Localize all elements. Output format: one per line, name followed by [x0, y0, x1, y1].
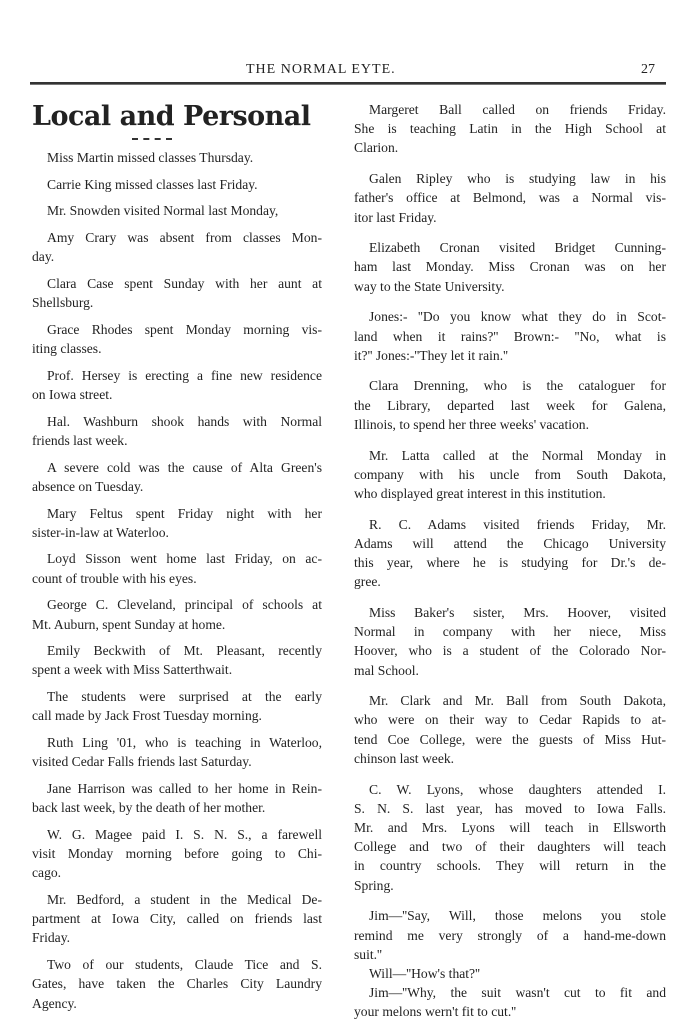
news-item [32, 412, 322, 450]
text-line: C. W. Lyons, whose daughters attended I. [369, 781, 666, 797]
news-item [32, 549, 322, 587]
news-item [354, 983, 666, 1021]
text-line: Elizabeth Cronan visited Bridget Cunning- [369, 240, 666, 256]
text-line: Jane Harrison was called to her home in Rein- [47, 780, 322, 796]
text-line: suit.'' [354, 946, 382, 962]
text-line: Illinois, to spend her three weeks' vacation. [354, 416, 589, 432]
text-line: Mr. Latta called at the Normal Monday in [369, 447, 666, 463]
news-item [354, 515, 666, 592]
news-item [354, 169, 666, 227]
news-item [32, 201, 322, 220]
text-line: Mr. Clark and Mr. Ball from South Dakota, [369, 693, 666, 709]
text-line: company with his uncle from South Dakota, [354, 466, 666, 482]
text-line: Amy Crary was absent from classes Mon- [47, 230, 322, 246]
text-line: Clarion. [354, 140, 399, 156]
text-line: call made by Jack Frost Tuesday morning. [32, 708, 262, 724]
text-line: ham last Monday. Miss Cronan was on her [354, 259, 666, 275]
text-line: Friday. [32, 930, 71, 946]
news-item [354, 376, 666, 434]
text-line: Hoover, who is a student of the Colorado Nor- [354, 643, 666, 659]
text-line: Gates, have taken the Charles City Laundry [32, 976, 322, 992]
text-line: Mr. Bedford, a student in the Medical De- [47, 892, 322, 907]
news-item [32, 825, 322, 883]
text-line: She is teaching Latin in the High School at [354, 121, 666, 137]
text-line: Agency. [32, 995, 77, 1011]
paper-title: THE NORMAL EYTE. [246, 62, 396, 77]
running-head [0, 62, 677, 82]
text-line: College and two of their daughters will teach [354, 839, 666, 855]
text-line: cago. [32, 865, 62, 881]
text-line: Jim—''Why, the suit wasn't cut to fit and [369, 985, 666, 1001]
text-line: Normal in company with her niece, Miss [354, 624, 666, 640]
text-line: remind me very strongly of a hand-me-down [354, 927, 666, 943]
text-line: Carrie King missed classes last Friday. [47, 176, 258, 192]
text-line: day. [32, 249, 55, 265]
text-line: sister-in-law at Waterloo. [32, 524, 169, 540]
text-line: itor last Friday. [354, 209, 437, 225]
text-line: this year, where he is studying for Dr.'s de- [354, 555, 666, 571]
text-line: who were on their way to Cedar Rapids to at- [354, 712, 666, 728]
text-line: the Library, departed last week for Galena, [354, 397, 666, 413]
news-item [354, 603, 666, 680]
text-line: iting classes. [32, 341, 102, 357]
news-item [32, 733, 322, 771]
text-line: friends last week. [32, 432, 128, 448]
text-line: Will—''How's that?'' [369, 965, 480, 981]
text-line: Clara Case spent Sunday with her aunt at [47, 276, 322, 292]
text-line: Shellsburg. [32, 295, 94, 311]
text-line: Clara Drenning, who is the cataloguer for [369, 378, 666, 394]
text-line: A severe cold was the cause of Alta Green's [47, 459, 322, 475]
news-item [32, 890, 322, 948]
text-line: visit Monday morning before going to Chi- [32, 846, 322, 862]
text-line: Spring. [354, 877, 394, 893]
text-line: Mt. Auburn, spent Sunday at home. [32, 616, 226, 632]
news-item [32, 458, 322, 496]
news-item [354, 446, 666, 504]
news-item [32, 595, 322, 633]
news-item [32, 366, 322, 404]
title-ornament [132, 138, 172, 140]
text-line: Mr. Snowden visited Normal last Monday, [47, 203, 279, 219]
text-line: on Iowa street. [32, 387, 113, 403]
news-item [32, 641, 322, 679]
text-line: tend Coe College, were the guests of Miss Hut- [354, 731, 666, 747]
text-line: Prof. Hersey is erecting a fine new residence [47, 367, 322, 383]
text-line: Two of our students, Claude Tice and S. [47, 957, 322, 973]
text-line: in country schools. They will return in the [354, 858, 666, 874]
text-line: R. C. Adams visited friends Friday, Mr. [369, 516, 666, 532]
left-column [32, 100, 322, 1020]
news-item [354, 780, 666, 895]
text-line: it?'' Jones:-''They let it rain.'' [354, 347, 508, 363]
text-line: father's office at Belmond, was a Normal vis- [354, 190, 666, 206]
text-line: Galen Ripley who is studying law in his [369, 171, 666, 187]
text-line: Margeret Ball called on friends Friday. [369, 102, 666, 117]
text-line: gree. [354, 574, 381, 590]
news-item [32, 175, 322, 194]
text-line: absence on Tuesday. [32, 478, 144, 494]
news-item [32, 504, 322, 542]
text-line: S. N. S. last year, has moved to Iowa Falls. [354, 800, 666, 816]
right-column-body [354, 100, 666, 1022]
text-line: Miss Baker's sister, Mrs. Hoover, visited [369, 604, 666, 620]
text-line: back last week, by the death of her mother. [32, 800, 266, 816]
news-item [354, 964, 666, 983]
text-line: Emily Beckwith of Mt. Pleasant, recently [47, 643, 322, 659]
news-item [354, 307, 666, 365]
header-rule [30, 82, 666, 85]
news-item [354, 238, 666, 296]
text-line: W. G. Magee paid I. S. N. S., a farewell [47, 826, 322, 842]
text-line: count of trouble with his eyes. [32, 570, 197, 586]
news-item [32, 320, 322, 358]
text-line: Loyd Sisson went home last Friday, on ac- [47, 551, 322, 567]
text-line: Jim—''Say, Will, those melons you stole [369, 908, 666, 924]
text-line: partment at Iowa City, called on friends last [32, 911, 322, 927]
text-line: Grace Rhodes spent Monday morning vis- [47, 321, 322, 337]
news-item [354, 906, 666, 964]
text-line: The students were surprised at the early [47, 689, 322, 705]
text-line: spent a week with Miss Satterthwait. [32, 662, 233, 678]
text-line: way to the State University. [354, 278, 505, 294]
news-item [32, 779, 322, 817]
news-item [354, 100, 666, 158]
page-number: 27 [641, 62, 655, 77]
news-item [32, 274, 322, 312]
text-line: who displayed great interest in this institution. [354, 485, 606, 501]
left-column-body [32, 148, 322, 1013]
text-line: Mary Feltus spent Friday night with her [47, 505, 322, 521]
text-line: Ruth Ling '01, who is teaching in Waterloo, [47, 735, 322, 751]
text-line: your melons wern't fit to cut.'' [354, 1004, 517, 1020]
text-line: Hal. Washburn shook hands with Normal [47, 413, 322, 429]
news-item [32, 955, 322, 1013]
text-line: mal School. [354, 662, 419, 678]
news-item [32, 148, 322, 167]
text-line: Miss Martin missed classes Thursday. [47, 150, 254, 165]
right-column [354, 100, 666, 1033]
text-line: chinson last week. [354, 750, 455, 766]
news-item [32, 687, 322, 725]
news-item [354, 691, 666, 768]
section-title: Local and Personal [32, 101, 311, 132]
text-line: visited Cedar Falls friends last Saturday. [32, 754, 252, 770]
text-line: Jones:- ''Do you know what they do in Scot- [369, 309, 666, 325]
text-line: Adams will attend the Chicago University [354, 535, 666, 551]
text-line: land when it rains?'' Brown:- ''No, what is [354, 328, 666, 344]
text-line: George C. Cleveland, principal of schools at [47, 597, 322, 613]
news-item [32, 228, 322, 266]
text-line: Mr. and Mrs. Lyons will teach in Ellsworth [354, 820, 666, 835]
